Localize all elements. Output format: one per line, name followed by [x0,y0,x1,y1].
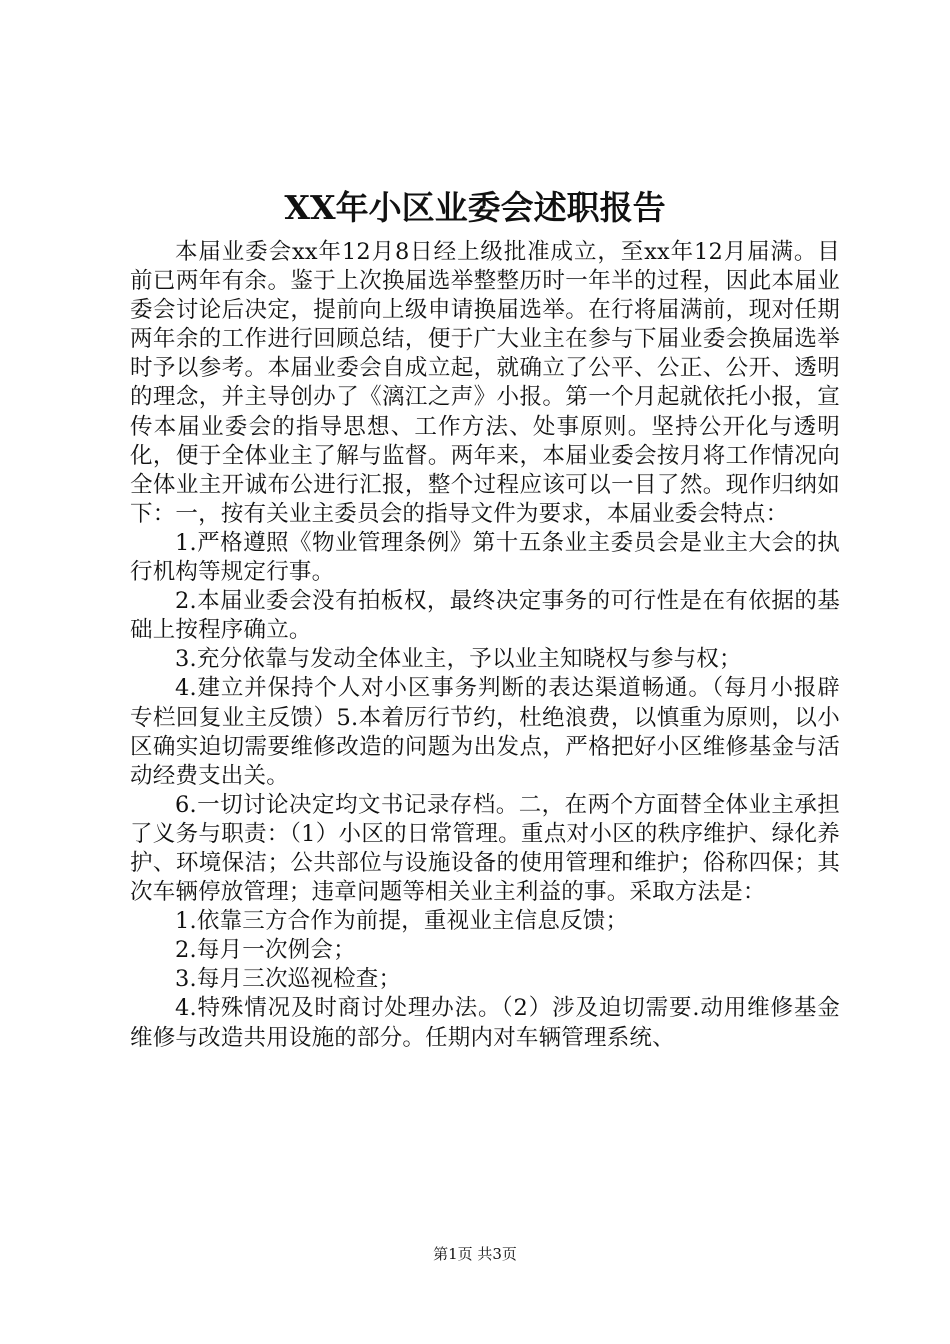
document-title: XX年小区业委会述职报告 [284,188,666,227]
document-body [130,238,840,1053]
paragraph: 2.每月一次例会； [175,937,356,964]
paragraph: 3.充分依靠与发动全体业主，予以业主知晓权与参与权； [175,646,742,673]
paragraph: 本届业委会xx年12月8日经上级批准成立，至xx年12月届满。目前已两年有余。鉴于上次换届选举整整历时一年半的过程，因此本届业委会讨论后决定，提前向上级申请换届选举。在行将届满前，现对任期两年余的工作进行回顾总结，便于广大业主在参与下届业委会换届选举时予以参考。本届业委会自成立起，就确立了公平、公正、公开、透明的理念，并主导创办了《漓江之声》小报。第一个月起就依托小报，宣传本届业委会的指导思想、工作方法、处事原则。坚持公开化与透明化，便于全体业主了解与监督。两年来，本届业委会按月将工作情况向全体业主开诚布公进行汇报，整个过程应该可以一目了然。现作归纳如下：一，按有关业主委员会的指导文件为要求，本届业委会特点： [130,239,840,527]
paragraph: 6.一切讨论决定均文书记录存档。二，在两个方面替全体业主承担了义务与职责：（1）小区的日常管理。重点对小区的秩序维护、绿化养护、环境保洁；公共部位与设施设备的使用管理和维护；俗称四保；其次车辆停放管理；违章问题等相关业主利益的事。采取方法是： [130,791,840,906]
paragraph: 4.建立并保持个人对小区事务判断的表达渠道畅通。（每月小报辟专栏回复业主反馈）5.本着厉行节约，杜绝浪费，以慎重为原则，以小区确实迫切需要维修改造的问题为出发点，严格把好小区维修基金与活动经费支出关。 [130,675,840,789]
paragraph: 4.特殊情况及时商讨处理办法。（2）涉及迫切需要.动用维修基金维修与改造共用设施的部分。任期内对车辆管理系统、 [130,995,840,1051]
paragraph: 1.依靠三方合作为前提，重视业主信息反馈； [175,908,629,935]
paragraph: 3.每月三次巡视检查； [175,966,402,993]
paragraph: 2.本届业委会没有拍板权，最终决定事务的可行性是在有依据的基础上按程序确立。 [130,588,840,644]
page-number-footer: 第1页 共3页 [433,1245,517,1263]
paragraph: 1.严格遵照《物业管理条例》第十五条业主委员会是业主大会的执行机构等规定行事。 [130,529,840,586]
